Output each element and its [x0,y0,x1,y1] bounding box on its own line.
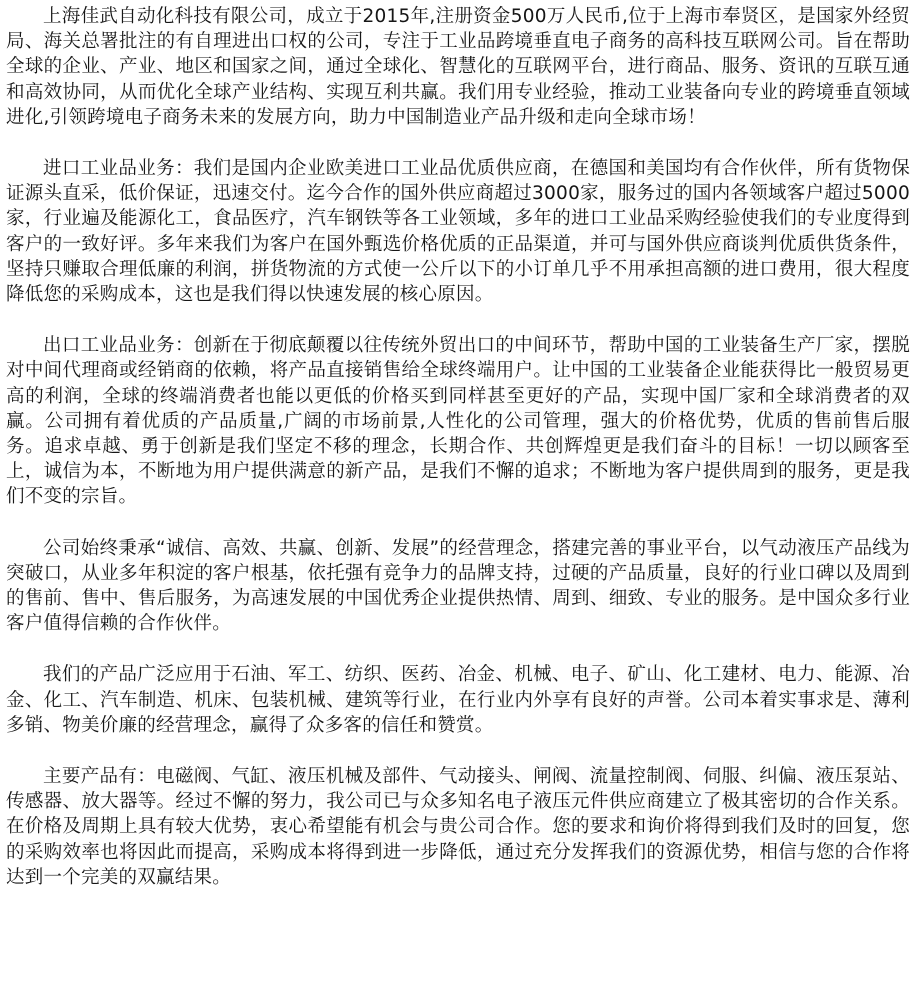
company-profile-document [6,4,910,890]
paragraph-company-intro: 上海佳武自动化科技有限公司，成立于2015年,注册资金500万人民币,位于上海市奉贤区，是国家外经贸局、海关总署批注的有自理进出口权的公司，专注于工业品跨境垂直电子商务的高科技互联网公司。旨在帮助全球的企业、产业、地区和国家之间，通过全球化、智慧化的互联网平台，进行商品、服务、资讯的互联互通和高效协同，从而优化全球产业结构、实现互利共赢。我们用专业经验，推动工业装备向专业的跨境垂直领域进化,引领跨境电子商务未来的发展方向，助力中国制造业产品升级和走向全球市场！ [6,6,910,128]
paragraph-import-business: 进口工业品业务：我们是国内企业欧美进口工业品优质供应商，在德国和美国均有合作伙伴，所有货物保证源头直采，低价保证，迅速交付。迄今合作的国外供应商超过3000家，服务过的国内各领域客户超过5000家，行业遍及能源化工，食品医疗，汽车钢铁等各工业领域，多年的进口工业品采购经验使我们的专业度得到客户的一致好评。多年来我们为客户在国外甄选价格优质的正品渠道，并可与国外供应商谈判优质供货条件，坚持只赚取合理低廉的利润，拼货物流的方式使一公斤以下的小订单几乎不用承担高额的进口费用，很大程度降低您的采购成本，这也是我们得以快速发展的核心原因。 [6,158,910,306]
paragraph-export-business: 出口工业品业务：创新在于彻底颠覆以往传统外贸出口的中间环节，帮助中国的工业装备生产厂家，摆脱对中间代理商或经销商的依赖，将产品直接销售给全球终端用户。让中国的工业装备企业能获得比一般贸易更高的利润，全球的终端消费者也能以更低的价格买到同样甚至更好的产品，实现中国厂家和全球消费者的双赢。公司拥有着优质的产品质量,广阔的市场前景,人性化的公司管理，强大的价格优势，优质的售前售后服务。追求卓越、勇于创新是我们坚定不移的理念，长期合作、共创辉煌更是我们奋斗的目标！一切以顾客至上，诚信为本，不断地为用户提供满意的新产品，是我们不懈的追求；不断地为客户提供周到的服务，更是我们不变的宗旨。 [6,335,910,508]
paragraph-application-industries: 我们的产品广泛应用于石油、军工、纺织、医药、冶金、机械、电子、矿山、化工建材、电力、能源、冶金、化工、汽车制造、机床、包装机械、建筑等行业，在行业内外享有良好的声誉。公司本着实事求是、薄利多销、物美价廉的经营理念，赢得了众多客的信任和赞赏。 [6,664,910,736]
paragraph-business-philosophy: 公司始终秉承“诚信、高效、共赢、创新、发展”的经营理念，搭建完善的事业平台，以气动液压产品线为突破口，从业多年积淀的客户根基，依托强有竞争力的品牌支持，过硬的产品质量，良好的行业口碑以及周到的售前、售中、售后服务，为高速发展的中国优秀企业提供热情、周到、细致、专业的服务。是中国众多行业客户值得信赖的合作伙伴。 [6,537,910,635]
paragraph-main-products: 主要产品有：电磁阀、气缸、液压机械及部件、气动接头、闸阀、流量控制阀、伺服、纠偏、液压泵站、传感器、放大器等。经过不懈的努力，我公司已与众多知名电子液压元件供应商建立了极其密切的合作关系。在价格及周期上具有较大优势，衷心希望能有机会与贵公司合作。您的要求和询价将得到我们及时的回复，您的采购效率也将因此而提高，采购成本将得到进一步降低，通过充分发挥我们的资源优势，相信与您的合作将达到一个完美的双赢结果。 [6,766,910,888]
